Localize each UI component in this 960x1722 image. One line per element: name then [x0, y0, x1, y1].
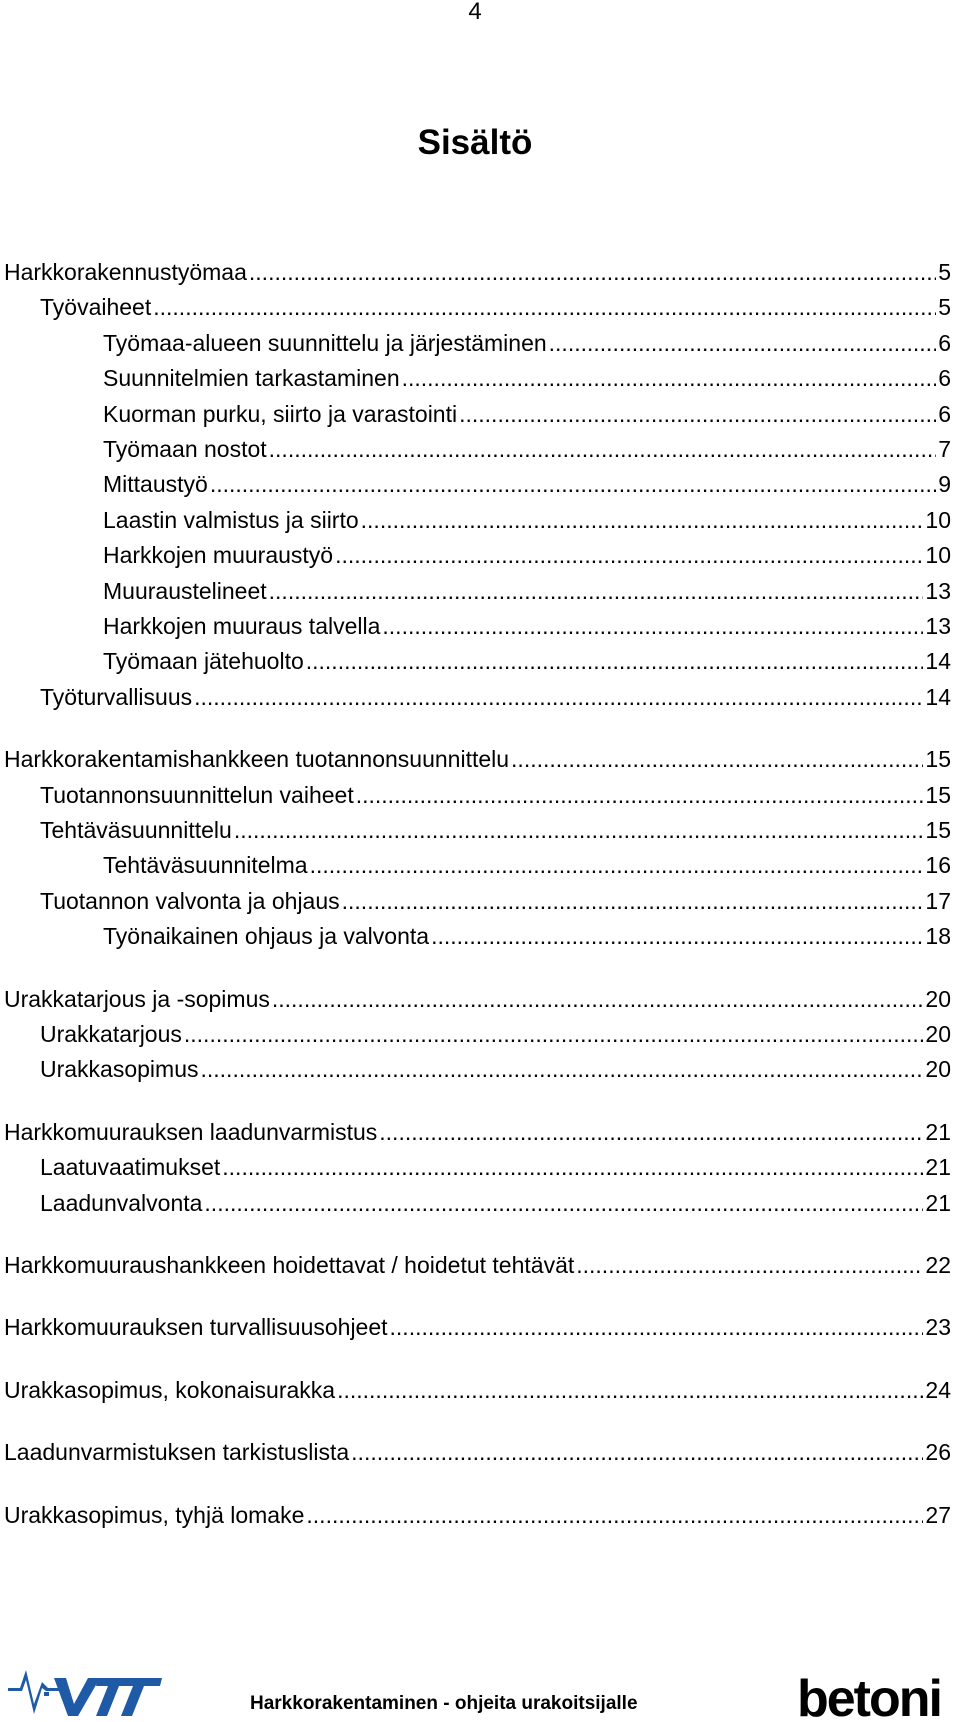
toc-dot-leader [549, 326, 937, 360]
toc-entry-page: 18 [925, 923, 951, 950]
betoni-logo-text: betoni [797, 1670, 941, 1722]
toc-dot-leader [337, 1373, 923, 1407]
toc-entry-page: 17 [925, 887, 951, 914]
toc-entry-page: 20 [925, 1021, 951, 1047]
toc-entry-title: Muuraustelineet [103, 577, 267, 604]
toc-entry-title: Harkkomuurauksen turvallisuusohjeet [4, 1314, 388, 1341]
toc-dot-leader [184, 1017, 924, 1051]
toc-entry[interactable] [103, 467, 951, 501]
betoni-logo [797, 1666, 959, 1722]
toc-entry[interactable] [103, 432, 951, 466]
toc-entry-page: 6 [938, 329, 951, 356]
toc-entry[interactable] [103, 538, 951, 572]
toc-entry-page: 21 [925, 1118, 951, 1145]
toc-dot-leader [153, 290, 936, 324]
toc-entry-page: 7 [938, 436, 951, 462]
toc-entry-title: Työmaa-alueen suunnittelu ja järjestäminen [103, 329, 547, 356]
toc-dot-leader [306, 1498, 923, 1532]
toc-dot-leader [204, 1186, 923, 1220]
toc-entry-page: 6 [938, 400, 951, 427]
toc-entry-title: Suunnitelmien tarkastaminen [103, 365, 400, 392]
toc-entry-title: Harkkomuuraushankkeen hoidettavat / hoidetut tehtävät [4, 1252, 575, 1278]
toc-entry-title: Tuotannonsuunnittelun vaiheet [40, 781, 354, 808]
toc-entry-page: 21 [925, 1189, 951, 1216]
page-number: 4 [468, 0, 482, 25]
toc-entry[interactable] [103, 848, 951, 882]
toc-entry-title: Työmaan nostot [103, 436, 267, 462]
toc-entry-title: Laadunvalvonta [40, 1189, 203, 1216]
toc-entry-title: Urakkatarjous [40, 1021, 182, 1047]
toc-entry[interactable] [4, 1115, 951, 1149]
toc-entry[interactable] [4, 1310, 951, 1344]
toc-entry[interactable] [40, 813, 951, 847]
toc-dot-leader [379, 1115, 923, 1149]
toc-entry-title: Urakkasopimus [40, 1056, 199, 1083]
toc-entry-page: 9 [938, 471, 951, 498]
toc-entry-title: Laadunvarmistuksen tarkistuslista [4, 1439, 350, 1466]
toc-entry[interactable] [40, 1186, 951, 1220]
toc-dot-leader [194, 680, 923, 714]
toc-dot-leader [390, 1310, 924, 1344]
toc-entry-page: 22 [925, 1252, 951, 1278]
toc-dot-leader [351, 1435, 923, 1469]
toc-entry[interactable] [103, 609, 951, 643]
toc-entry-page: 13 [925, 613, 951, 639]
toc-entry-title: Harkkojen muuraus talvella [103, 613, 381, 639]
toc-dot-leader [234, 813, 924, 847]
toc-dot-leader [306, 644, 924, 678]
toc-dot-leader [210, 467, 936, 501]
toc-dot-leader [222, 1150, 923, 1184]
toc-entry-page: 15 [925, 781, 951, 808]
toc-entry-page: 20 [925, 985, 951, 1012]
toc-entry[interactable] [103, 326, 951, 360]
toc-entry-page: 27 [925, 1501, 951, 1528]
toc-entry-page: 6 [938, 365, 951, 392]
toc-entry-title: Työvaiheet [40, 294, 152, 321]
toc-entry-title: Mittaustyö [103, 471, 208, 498]
toc-entry-title: Työnaikainen ohjaus ja valvonta [103, 923, 430, 950]
toc-entry[interactable] [40, 884, 951, 918]
toc-entry-page: 5 [938, 259, 951, 285]
toc-entry-title: Harkkojen muuraustyö [103, 542, 334, 569]
toc-entry-title: Urakkatarjous ja -sopimus [4, 985, 270, 1012]
toc-dot-leader [382, 609, 923, 643]
toc-dot-leader [269, 574, 924, 608]
toc-entry-page: 14 [925, 648, 951, 675]
toc-entry[interactable] [4, 1435, 951, 1469]
toc-entry[interactable] [40, 680, 951, 714]
vtt-logo [4, 1658, 164, 1718]
toc-entry-page: 10 [925, 506, 951, 533]
toc-entry-page: 14 [925, 683, 951, 710]
toc-entry[interactable] [4, 1248, 951, 1282]
toc-dot-leader [459, 397, 936, 431]
toc-entry[interactable] [103, 644, 951, 678]
toc-entry[interactable] [103, 397, 951, 431]
toc-entry-title: Tuotannon valvonta ja ohjaus [40, 887, 340, 914]
toc-dot-leader [335, 538, 923, 572]
toc-dot-leader [342, 884, 924, 918]
toc-entry-title: Harkkorakentamishankkeen tuotannonsuunnittelu [4, 746, 510, 773]
footer-text: Harkkorakentaminen - ohjeita urakoitsijalle [250, 1693, 638, 1714]
toc-entry[interactable] [40, 290, 951, 324]
toc-dot-leader [269, 432, 937, 466]
toc-dot-leader [511, 742, 923, 776]
toc-entry-page: 16 [925, 852, 951, 879]
toc-entry[interactable] [4, 982, 951, 1016]
toc-entry[interactable] [103, 361, 951, 395]
toc-entry-title: Työturvallisuus [40, 683, 193, 710]
toc-entry[interactable] [40, 1017, 951, 1051]
toc-entry[interactable] [4, 1498, 951, 1532]
toc-entry[interactable] [40, 1052, 951, 1086]
toc-dot-leader [361, 503, 924, 537]
toc-dot-leader [249, 255, 936, 289]
page-title: Sisältö [417, 123, 533, 162]
toc-entry-page: 21 [925, 1154, 951, 1181]
toc-entry-page: 13 [925, 577, 951, 604]
toc-entry-title: Harkkomuurauksen laadunvarmistus [4, 1118, 378, 1145]
toc-entry-page: 24 [925, 1376, 951, 1403]
toc-entry-page: 20 [925, 1056, 951, 1083]
toc-entry-title: Urakkasopimus, kokonaisurakka [4, 1376, 336, 1403]
toc-entry[interactable] [4, 1373, 951, 1407]
toc-dot-leader [310, 848, 924, 882]
toc-entry-page: 26 [925, 1439, 951, 1466]
toc-entry-page: 15 [925, 817, 951, 843]
toc-entry-title: Kuorman purku, siirto ja varastointi [103, 400, 458, 427]
toc-entry-title: Urakkasopimus, tyhjä lomake [4, 1501, 305, 1528]
toc-entry[interactable] [103, 574, 951, 608]
toc-entry-title: Harkkorakennustyömaa [4, 259, 247, 285]
toc-entry[interactable] [103, 503, 951, 537]
toc-entry-page: 5 [938, 294, 951, 321]
toc-entry-page: 23 [925, 1314, 951, 1341]
toc-entry-title: Tehtäväsuunnitelma [103, 852, 308, 879]
toc-entry-page: 10 [925, 542, 951, 569]
toc-dot-leader [356, 778, 924, 812]
toc-dot-leader [402, 361, 937, 395]
toc-dot-leader [431, 919, 923, 953]
toc-entry[interactable] [40, 778, 951, 812]
toc-entry[interactable] [103, 919, 951, 953]
toc-entry-title: Tehtäväsuunnittelu [40, 817, 232, 843]
toc-dot-leader [272, 982, 924, 1016]
toc-entry[interactable] [4, 742, 951, 776]
toc-entry-title: Työmaan jätehuolto [103, 648, 304, 675]
toc-entry[interactable] [40, 1150, 951, 1184]
toc-entry-title: Laatuvaatimukset [40, 1154, 221, 1181]
toc-dot-leader [201, 1052, 924, 1086]
toc-dot-leader [576, 1248, 923, 1282]
toc-entry-title: Laastin valmistus ja siirto [103, 506, 359, 533]
toc-entry[interactable] [4, 255, 951, 289]
toc-entry-page: 15 [925, 746, 951, 773]
